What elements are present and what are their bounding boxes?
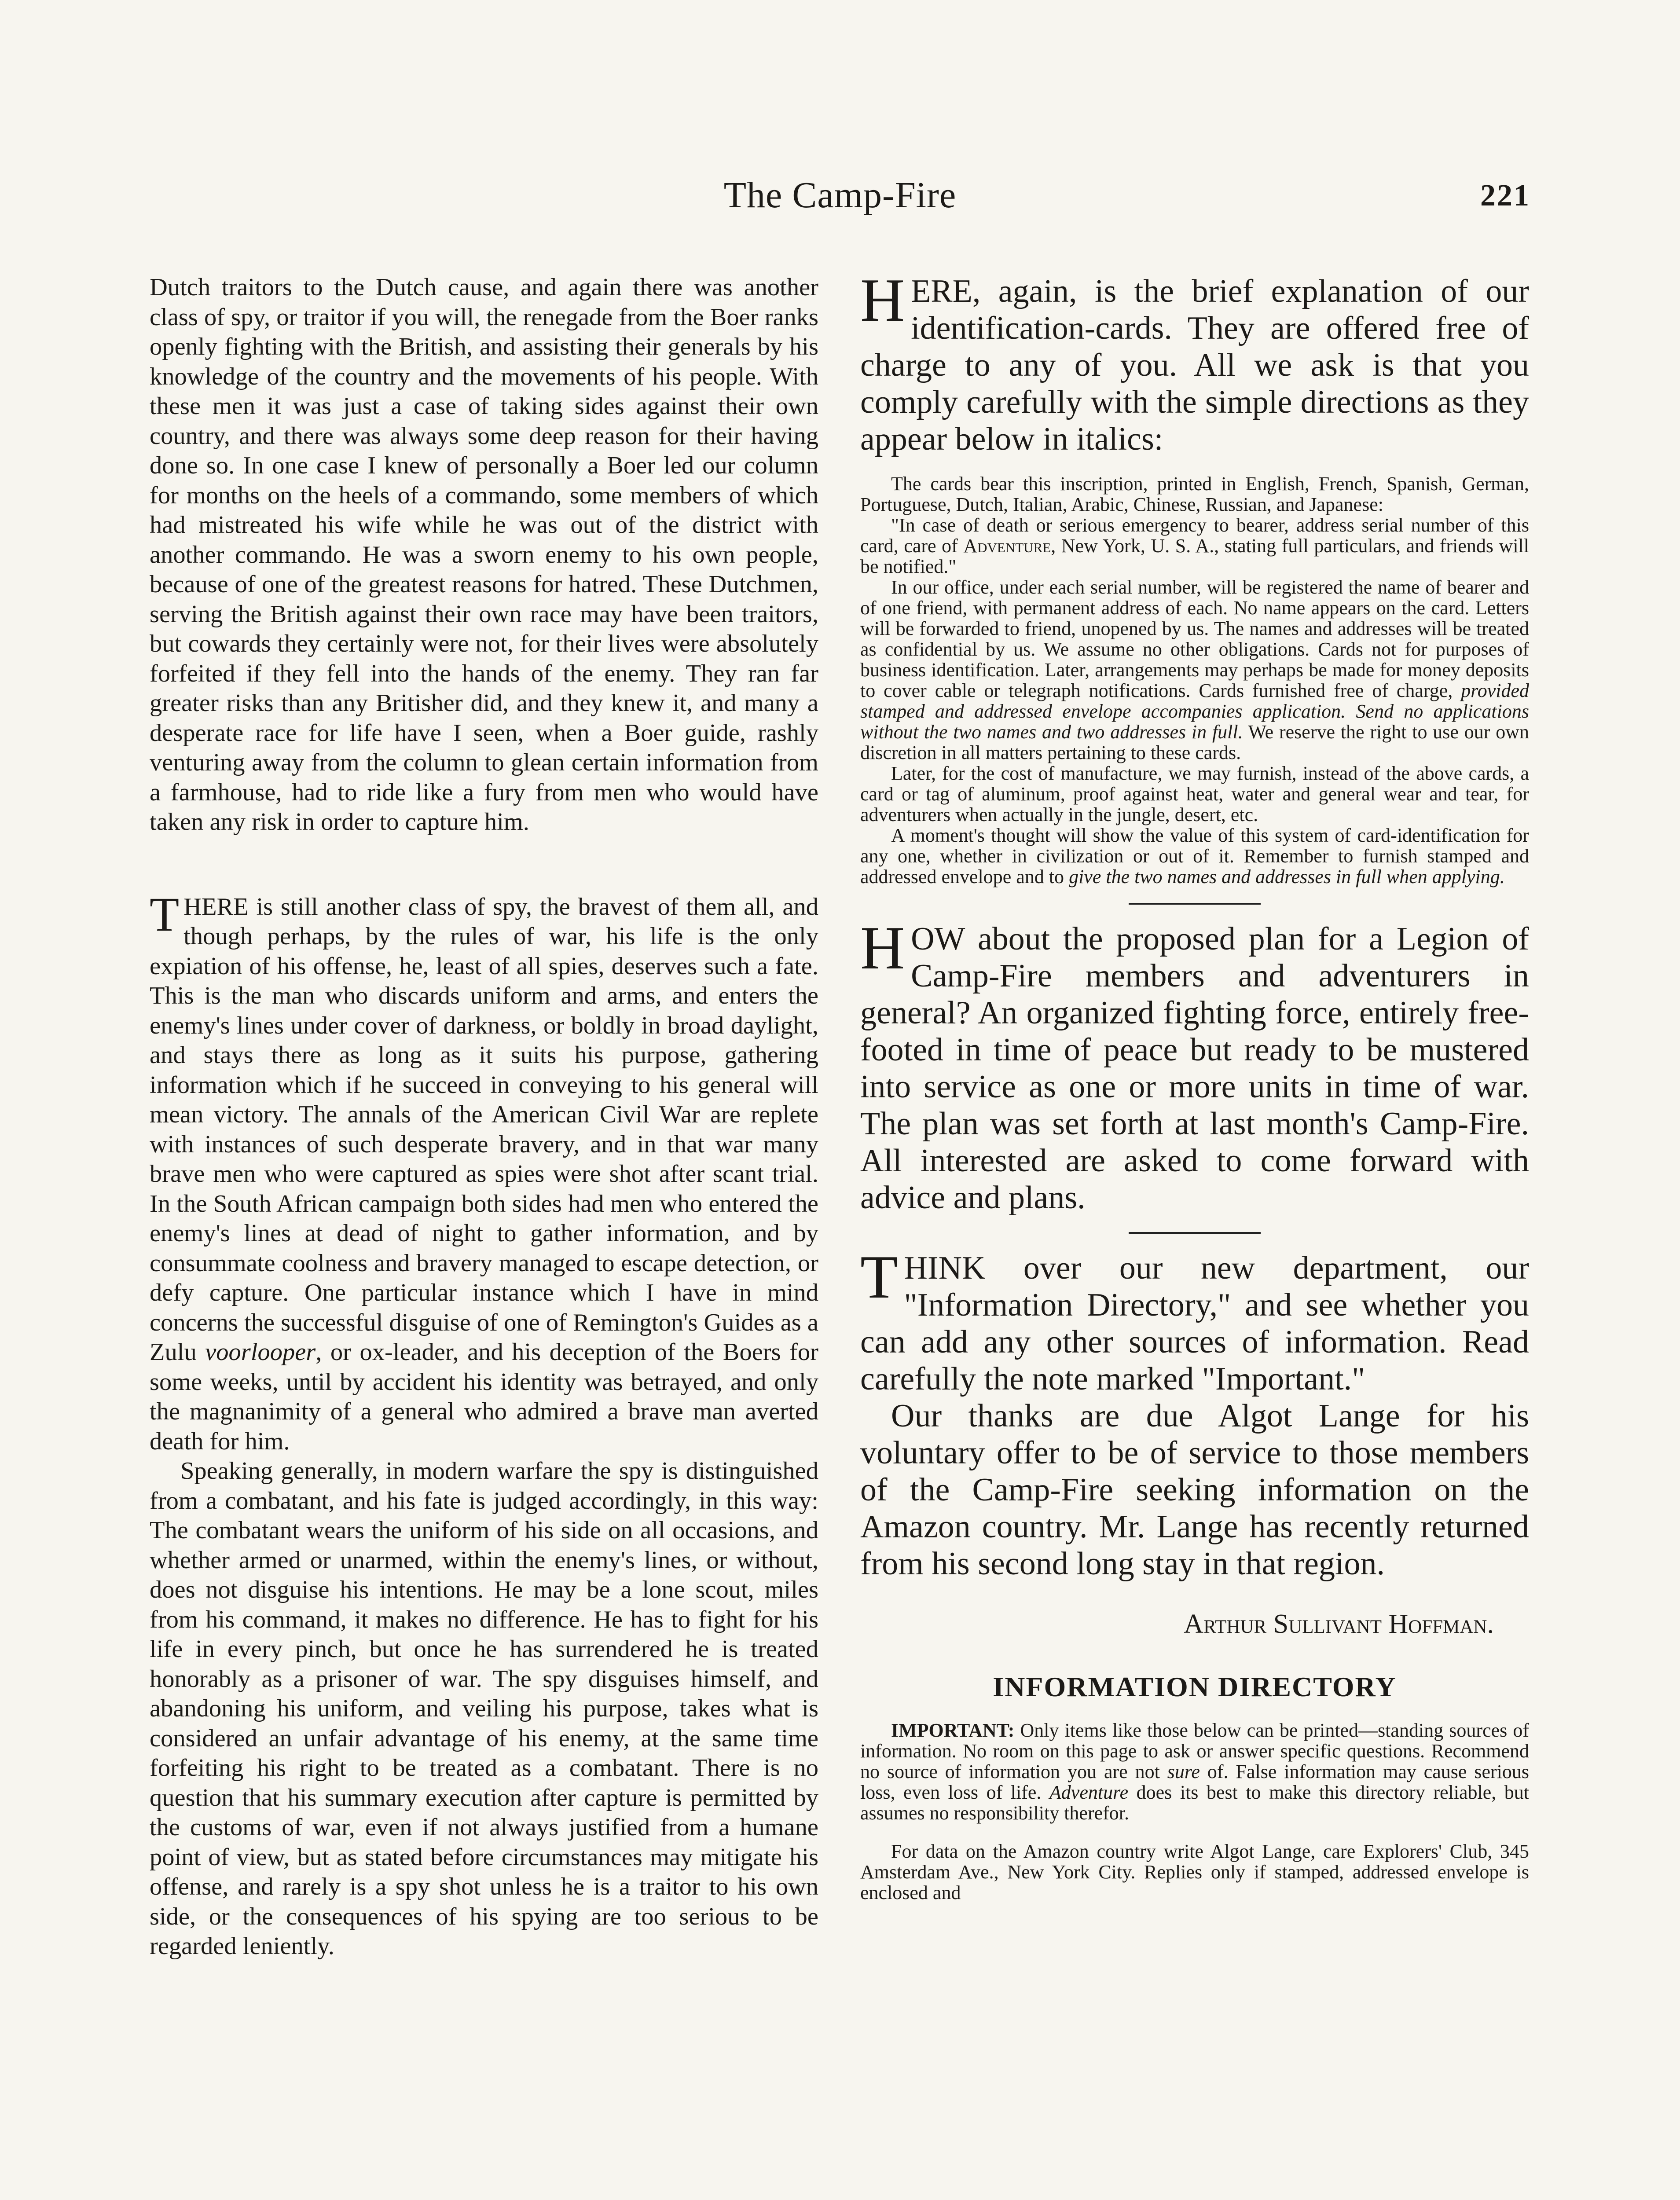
text-run: does its best to make this directory reliable, but assumes no responsibility therefor.: [860, 1782, 1529, 1824]
text-run: HERE is still another class of spy, the bravest of them all, and though perhaps, by the rules of war, his life is the only expiation of his offense, he, least of all spies, deserves such a fate. This is the man who discards uniform and arms, and enters the enemy's lines under cover of darkness, or boldly in broad daylight, and stays there as long as it suits his purpose, gathering information which if he succeed in conveying to his general will mean victory. The annals of the American Civil War are replete with instances of such desperate bravery, and in that war many brave men who were captured as spies were shot after scant trial. In the South African campaign both sides had men who entered the enemy's lines at dead of night to gather information, and by consummate coolness and bravery managed to escape detection, or defy capture. One particular instance which I have in mind concerns the successful disguise of one of Remington's Guides as a Zulu: [150, 893, 818, 1366]
fine-print-quote: [860, 515, 1529, 577]
divider: [1129, 1232, 1261, 1234]
directory-entry-amazon: For data on the Amazon country write Algot Lange, care Explorers' Club, 345 Amsterdam Ave., New York City. Replies only if stamped, addressed envelope is enclosed and: [860, 1841, 1529, 1903]
text-run: "In case of death or serious emergency to bearer, address serial number of this card, care of: [860, 514, 1529, 557]
page-number: 221: [1480, 179, 1530, 213]
section-heading: INFORMATION DIRECTORY: [993, 1671, 1397, 1702]
paragraph-think: [860, 1243, 1529, 1397]
text-run: ERE, again, is the brief explanation of our identification-cards. They are offered free of charge to any of you. All we ask is that you comply carefully with the simple directions as they appear below in italics:: [860, 273, 1529, 457]
text-run: In our office, under each serial number, will be registered the name of bearer and of one friend, with permanent address of each. No name appears on the card. Letters will be forwarded to friend, unopened by us. The names and addresses will be treated as confidential by us. We assume no other obligations. Cards not for purposes of business identification. Later, arrangements may perhaps be made for money deposits to cover cable or telegraph notifications. Cards furnished free of charge,: [860, 576, 1529, 701]
text-run: , New York, U. S. A., stating full particulars, and friends will be notified.": [860, 535, 1529, 577]
important-label: IMPORTANT:: [891, 1720, 1015, 1741]
left-column: [150, 273, 818, 1962]
paragraph-thanks: Our thanks are due Algot Lange for his voluntary offer to be of service to those members of the Camp-Fire seeking information on the Amazon country. Mr. Lange has recently returned from his second long stay in that region.: [860, 1398, 1529, 1582]
italic-instruction: provided stamped and addressed envelope accompanies application. Send no applications without the two names and two addresses in full.: [860, 680, 1529, 743]
paragraph-identification-cards: [860, 266, 1529, 458]
text-run: A moment's thought will show the value of this system of card-identification for any one, whether in civilization or out of it. Remember to furnish stamped and addressed envelope and to: [860, 825, 1529, 887]
text-run: HINK over our new department, our "Information Directory," and see whether you can add any other sources of information. Read carefully the note marked "Important.": [860, 1250, 1529, 1397]
signature: Arthur Sullivant Hoffman.: [1184, 1609, 1494, 1639]
drop-cap: T: [150, 887, 180, 941]
drop-cap: H: [860, 266, 905, 334]
italic-word: sure: [1167, 1761, 1200, 1782]
running-title: The Camp-Fire: [723, 175, 957, 216]
text-run: We reserve the right to use our own discretion in all matters pertaining to these cards.: [860, 721, 1529, 763]
fine-print-value: [860, 825, 1529, 887]
paragraph-bravest-spy: [150, 887, 818, 1457]
text-run: OW about the proposed plan for a Legion of Camp-Fire members and adventurers in general? An organized fighting force, entirely free-footed in time of peace but ready to be mustered into service as one or more units in time of war. The plan was set forth at last month's Camp-Fire. All interested are asked to come forward with advice and plans.: [860, 921, 1529, 1216]
right-column: [860, 266, 1529, 1903]
paragraph-legion: [860, 914, 1529, 1216]
italic-instruction: give the two names and addresses in full when applying.: [1069, 866, 1505, 887]
important-note: [860, 1720, 1529, 1823]
magazine-name: Adventure: [1049, 1782, 1129, 1803]
paragraph-speaking-generally: Speaking generally, in modern warfare the spy is distinguished from a combatant, and his fate is judged accordingly, in this way: The combatant wears the uniform of his side on all occasions, and whether armed or unarmed, within the enemy's lines, or without, does not disguise his intentions. He may be a lone scout, miles from his command, it makes no difference. He has to fight for his life in every pinch, but once he has surrendered he is treated honorably as a prisoner of war. The spy disguises himself, and abandoning his uniform, and veiling his purpose, takes what is considered an unfair advantage of his enemy, at the same time forfeiting his right to be treated as a combatant. There is no question that his summary execution after capture is permitted by the customs of war, even if not always justified from a humane point of view, but as stated before circumstances may mitigate his offense, and rarely is a spy shot unless he is a traitor to his own side, or the consequences of his spying are too serious to be regarded leniently.: [150, 1457, 818, 1960]
magazine-name: Adventure: [963, 535, 1051, 557]
fine-print-aluminum: Later, for the cost of manufacture, we may furnish, instead of the above cards, a card or tag of aluminum, proof against heat, water and general wear and tear, for adventurers when actually in the jungle, desert, etc.: [860, 763, 1529, 825]
fine-print-inscription: The cards bear this inscription, printed in English, French, Spanish, German, Portuguese, Dutch, Italian, Arabic, Chinese, Russian, and Japanese:: [860, 473, 1529, 515]
text-run: of. False information may cause serious loss, even loss of life.: [860, 1761, 1529, 1803]
text-run: , or ox-leader, and his deception of the Boers for some weeks, until by accident his identity was betrayed, and only the magnanimity of a general who admired a brave man averted death for him.: [150, 1338, 818, 1455]
italic-term: voorlooper: [205, 1338, 316, 1366]
fine-print-office: [860, 577, 1529, 763]
drop-cap: T: [860, 1243, 898, 1311]
text-run: Only items like those below can be printed—standing sources of information. No room on this page to ask or answer specific questions. Recommend no source of information you are not: [860, 1720, 1529, 1782]
page-header: [0, 174, 1680, 240]
divider: [1129, 903, 1261, 905]
drop-cap: H: [860, 914, 905, 982]
paragraph-dutch-traitors: Dutch traitors to the Dutch cause, and again there was another class of spy, or traitor if you will, the renegade from the Boer ranks openly fighting with the British, and assisting their generals by his knowledge of the country and the movements of his people. With these men it was just a case of taking sides against their own country, and there was always some deep reason for their having done so. In one case I knew of personally a Boer led our column for months on the heels of a commando, some members of which had mistreated his wife while he was out of the district with another commando. He was a sworn enemy to his own people, because of one of the greatest reasons for hatred. These Dutchmen, serving the British against their own race may have been traitors, but cowards they certainly were not, for their lives were absolutely forfeited if they fell into the hands of the enemy. They ran far greater risks than any Britisher did, and they knew it, and many a desperate race for life have I seen, when a Boer guide, rashly venturing away from the column to glean certain information from a farmhouse, had to ride like a fury from men who would have taken any risk in order to capture him.: [150, 274, 818, 836]
